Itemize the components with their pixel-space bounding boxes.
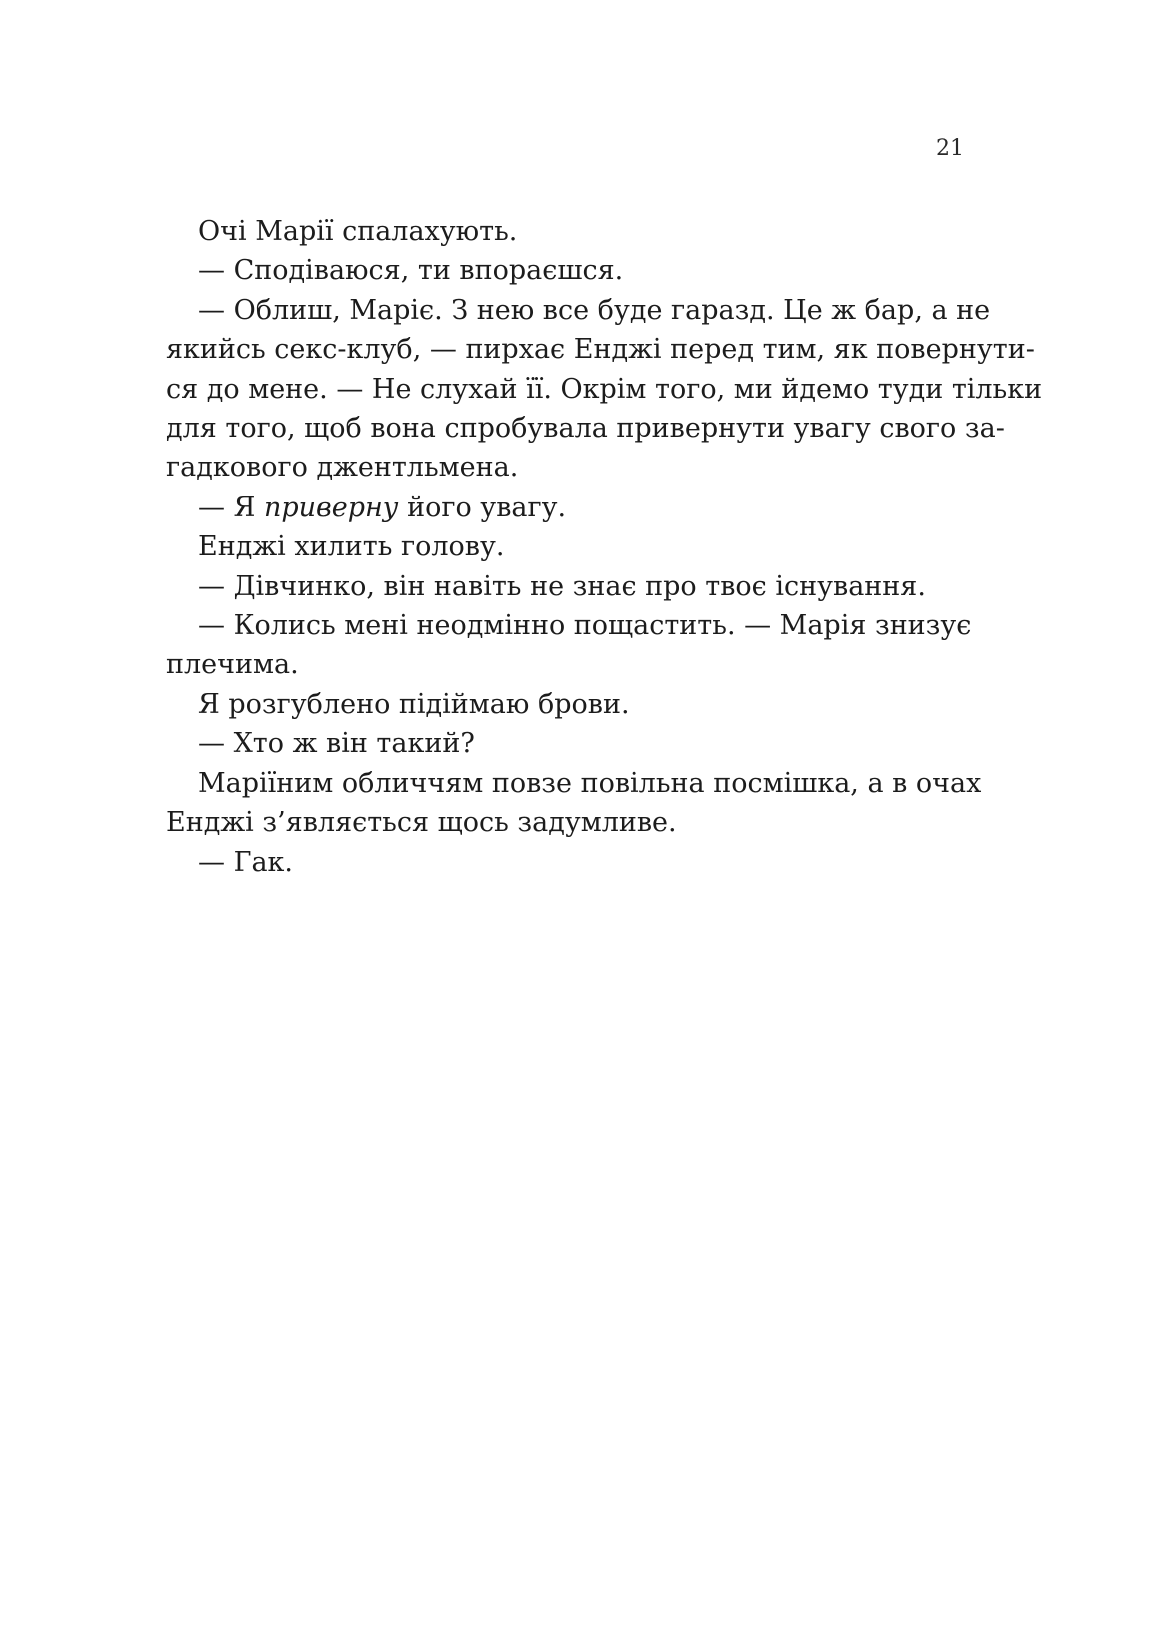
paragraph <box>134 251 970 290</box>
text-line: Енджі з’являється щось задумливе. <box>166 807 677 839</box>
text-line: ся до мене. — Не слухай її. Окрім того, ми йдемо туди тільки <box>166 373 1043 405</box>
text-line: — Гак. <box>198 846 294 878</box>
paragraph <box>134 724 970 763</box>
text-line: гадкового джентльмена. <box>166 452 519 484</box>
paragraph <box>134 291 1043 488</box>
paragraph <box>134 527 970 566</box>
text-line: Я розгублено підіймаю брови. <box>198 688 630 720</box>
text-fragment: — Я <box>198 491 264 523</box>
text-fragment: його увагу. <box>398 491 567 523</box>
paragraph <box>134 764 982 843</box>
text-line: — Дівчинко, він навіть не знає про твоє існування. <box>198 570 926 602</box>
text-line <box>134 488 970 527</box>
text-line: Енджі хилить голову. <box>198 531 505 563</box>
text-line: Маріїним обличчям повзе повільна посмішка, а в очах <box>198 767 982 799</box>
page-number: 21 <box>936 136 964 161</box>
text-line: плечима. <box>166 649 299 681</box>
text-line: — Сподіваюся, ти впораєшся. <box>198 255 624 287</box>
body-text <box>134 212 1043 882</box>
text-line: для того, щоб вона спробувала привернути увагу свого за- <box>166 413 1005 445</box>
text-line: — Хто ж він такий? <box>198 728 475 760</box>
paragraph <box>134 843 970 882</box>
paragraph <box>134 606 970 685</box>
text-line: — Облиш, Маріє. З нею все буде гаразд. Це ж бар, а не <box>198 294 991 326</box>
text-line: якийсь секс-клуб, — пирхає Енджі перед тим, як повернути- <box>166 334 1035 366</box>
text-line: Очі Марії спалахують. <box>198 216 518 247</box>
paragraph <box>134 685 970 724</box>
text-line: — Колись мені неодмінно пощастить. — Марія знизує <box>198 610 972 642</box>
paragraph <box>134 488 970 527</box>
emphasis-text: приверну <box>263 491 399 523</box>
paragraph <box>134 212 970 251</box>
paragraph <box>134 567 970 606</box>
